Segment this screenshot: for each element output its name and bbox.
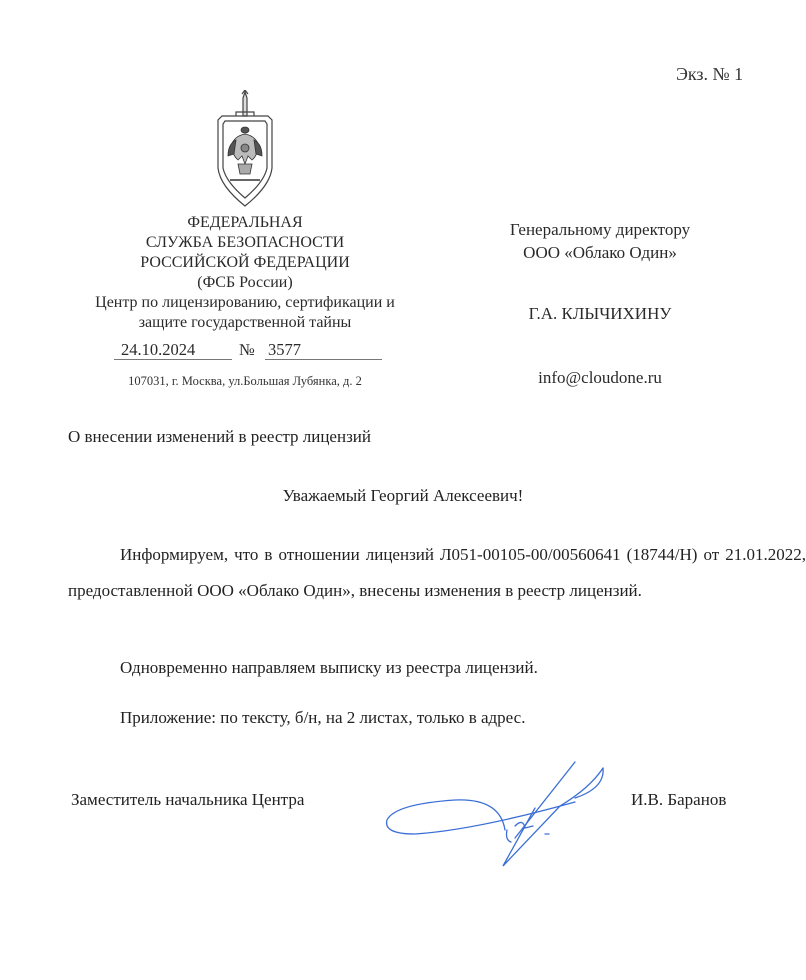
org-line: ФЕДЕРАЛЬНАЯ xyxy=(187,214,303,231)
body-paragraph: Информируем, что в отношении лицензий Л051-00105-00/00560641 (18744/Н) от 21.01.2022, предоставленной ООО «Облако Один», внесены изменения в реестр лицензий. xyxy=(68,545,806,600)
letter-subject: О внесении изменений в реестр лицензий xyxy=(68,427,371,446)
greeting: Уважаемый Георгий Алексеевич! xyxy=(282,486,524,505)
outgoing-number: 3577 xyxy=(268,340,301,359)
org-line: защите государственной тайны xyxy=(138,314,352,331)
number-sign: № xyxy=(239,340,255,359)
body-paragraph: Одновременно направляем выписку из реестра лицензий. xyxy=(120,658,538,677)
recipient-company: ООО «Облако Один» xyxy=(523,243,677,262)
signatory-name: И.В. Баранов xyxy=(631,790,727,809)
org-line: (ФСБ России) xyxy=(197,274,293,291)
number-underline xyxy=(265,359,382,360)
signatory-title: Заместитель начальника Центра xyxy=(71,790,305,809)
org-line: РОССИЙСКОЙ ФЕДЕРАЦИИ xyxy=(140,254,350,271)
fsb-emblem-icon xyxy=(214,90,276,208)
recipient-position: Генеральному директору xyxy=(509,220,691,239)
outgoing-date: 24.10.2024 xyxy=(121,340,196,359)
recipient-email: info@cloudone.ru xyxy=(538,368,662,387)
org-line: Центр по лицензированию, сертификации и xyxy=(95,294,395,311)
attachment-note: Приложение: по тексту, б/н, на 2 листах, только в адрес. xyxy=(120,708,526,727)
date-underline xyxy=(114,359,232,360)
org-line: СЛУЖБА БЕЗОПАСНОСТИ xyxy=(145,234,345,251)
handwritten-signature-icon xyxy=(375,758,610,868)
recipient-name: Г.А. КЛЫЧИХИНУ xyxy=(528,304,672,323)
sender-address: 107031, г. Москва, ул.Большая Лубянка, д. 2 xyxy=(128,374,362,388)
sender-organization xyxy=(70,213,420,333)
copy-number: Экз. № 1 xyxy=(676,64,744,84)
